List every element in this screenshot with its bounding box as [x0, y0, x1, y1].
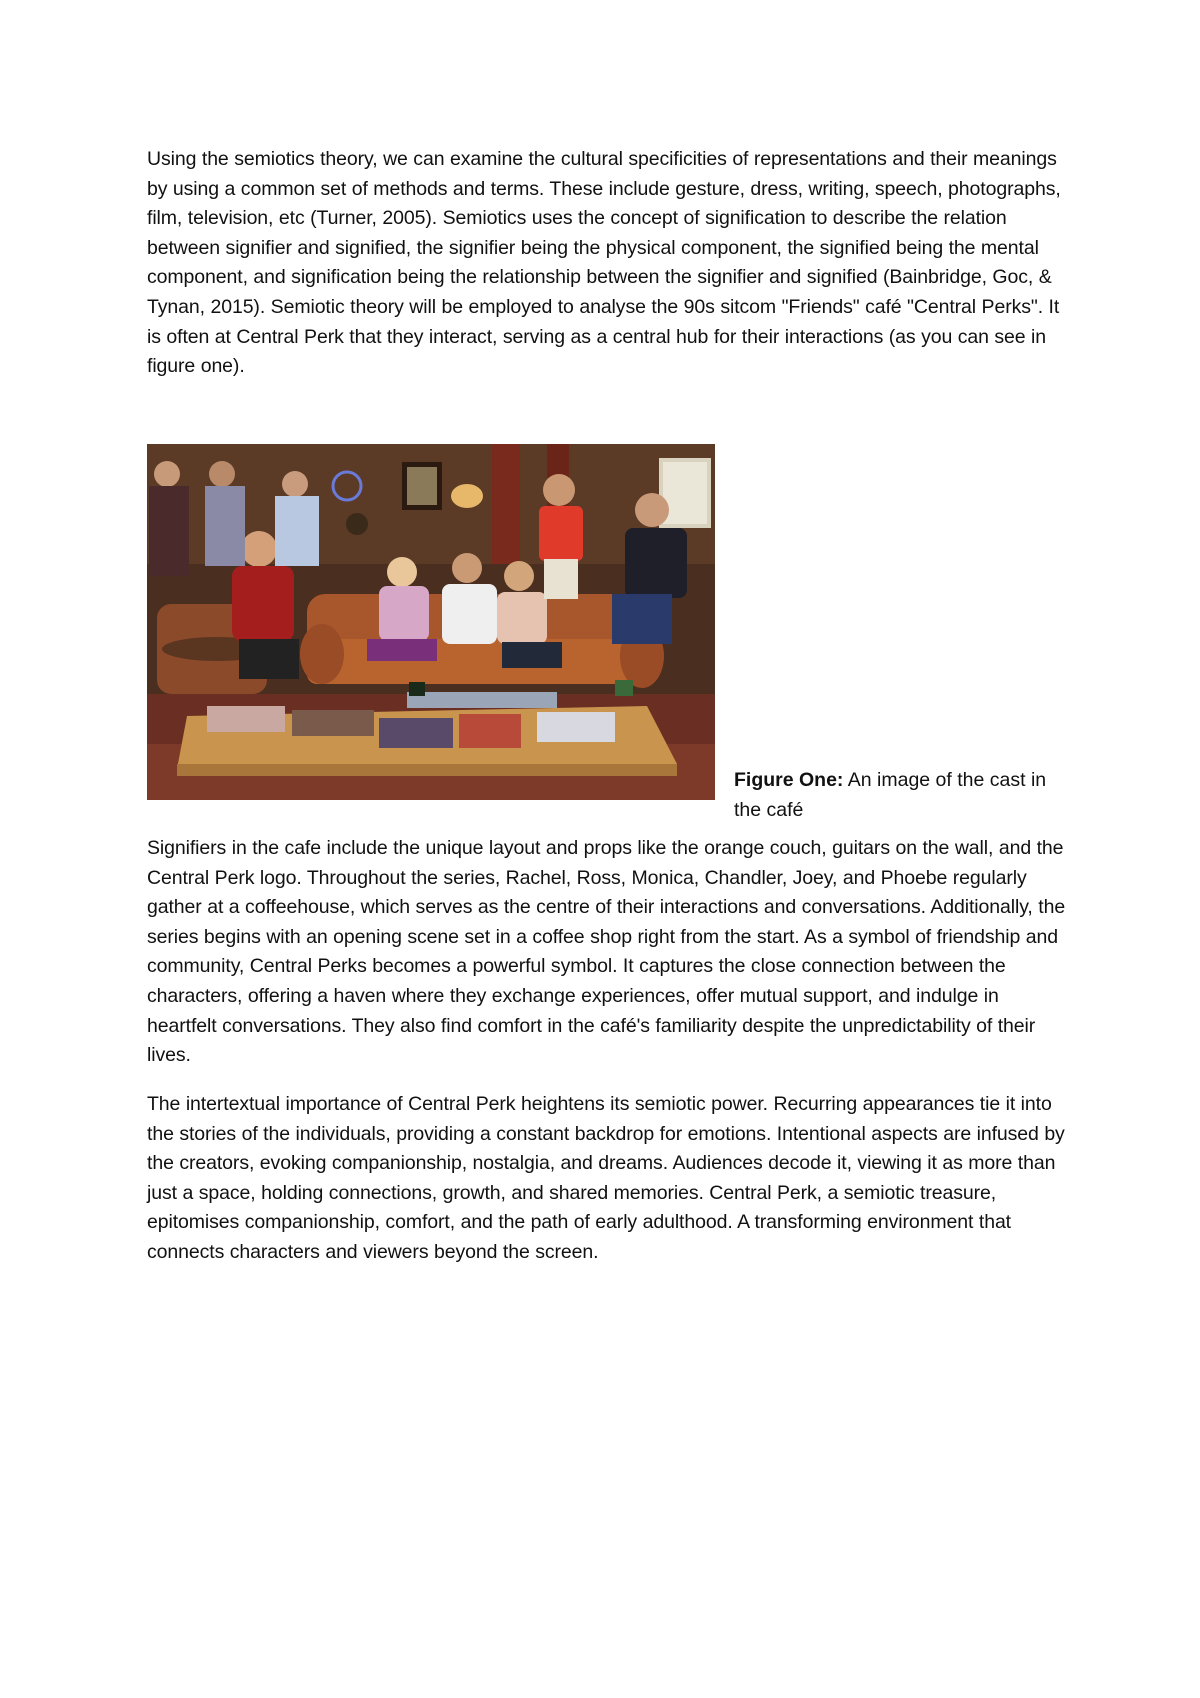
figure-caption-label: Figure One:: [734, 769, 844, 791]
paragraph-signifiers: Signifiers in the cafe include the unique layout and props like the orange couch, guitars on the wall, and the Central Perk logo. Throughout the series, Rachel, Ross, Monica, Chandler, Joey, and Phoebe regularly gather at a coffeehouse, which serves as the centre of their interactions and conversations. Additionally, the series begins with an opening scene set in a coffee shop right from the start. As a symbol of friendship and community, Central Perks becomes a powerful symbol. It captures the close connection between the characters, offering a haven where they exchange experiences, offer mutual support, and indulge in heartfelt conversations. They also find comfort in the café's familiarity despite the unpredictability of their lives.: [147, 837, 1066, 1067]
cast-cafe-photo: [147, 444, 715, 800]
figure-caption-text: An image of the cast in the café: [734, 769, 1047, 821]
paragraph-intertextual: The intertextual importance of Central Perk heightens its semiotic power. Recurring appearances tie it into the stories of the individuals, providing a constant backdrop for emotions. Intentional aspects are infused by the creators, evoking companionship, nostalgia, and dreams. Audiences decode it, viewing it as more than just a space, holding connections, growth, and shared memories. Central Perk, a semiotic treasure, epitomises companionship, comfort, and the path of early adulthood. A transforming environment that connects characters and viewers beyond the screen.: [147, 1093, 1065, 1263]
figure-caption: [734, 766, 1074, 825]
paragraph-intro: Using the semiotics theory, we can examine the cultural specificities of representations and their meanings by using a common set of methods and terms. These include gesture, dress, writing, speech, photographs, film, television, etc (Turner, 2005). Semiotics uses the concept of signification to describe the relation between signifier and signified, the signifier being the physical component, the signified being the mental component, and signification being the relationship between the signifier and signified (Bainbridge, Goc, & Tynan, 2015). Semiotic theory will be employed to analyse the 90s sitcom "Friends" café "Central Perks". It is often at Central Perk that they interact, serving as a central hub for their interactions (as you can see in figure one).: [147, 148, 1061, 378]
